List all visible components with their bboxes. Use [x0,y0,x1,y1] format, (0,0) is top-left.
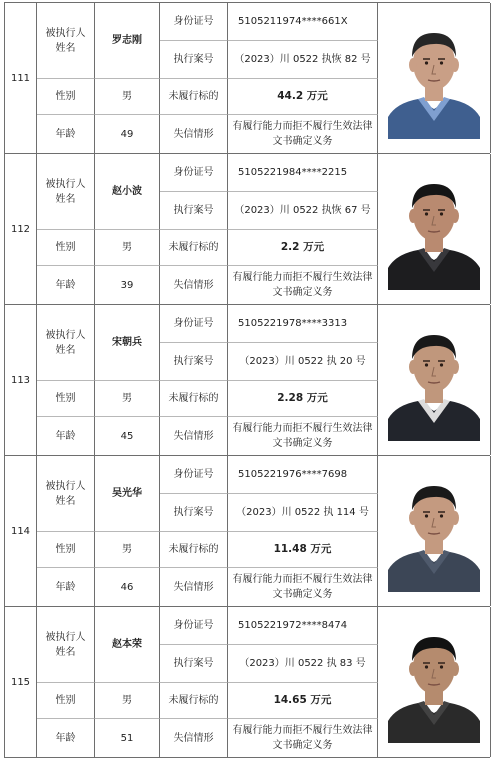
default-status-label: 失信情形 [160,266,228,304]
name-label: 被执行人姓名 [37,154,95,230]
debtor-record [4,606,490,758]
unpaid-amount-label: 未履行标的 [160,532,228,568]
debtor-name: 赵本荣 [95,607,160,683]
case-number-value: （2023）川 0522 执 114 号 [228,494,378,532]
id-number-label: 身份证号 [160,456,228,494]
name-label: 被执行人姓名 [37,456,95,532]
default-status-label: 失信情形 [160,417,228,455]
unpaid-amount-value: 11.48 万元 [228,532,378,568]
age-value: 51 [95,719,160,757]
id-number-value: 5105221972****8474 [228,607,378,645]
photo-cell [378,456,491,606]
id-number-label: 身份证号 [160,305,228,343]
unpaid-amount-value: 2.28 万元 [228,381,378,417]
portrait-photo [388,621,480,743]
case-number-label: 执行案号 [160,343,228,381]
gender-label: 性别 [37,532,95,568]
default-status-label: 失信情形 [160,719,228,757]
portrait-image [388,17,480,139]
name-label: 被执行人姓名 [37,305,95,381]
id-number-value: 5105221978****3313 [228,305,378,343]
name-label: 被执行人姓名 [37,3,95,79]
case-number-label: 执行案号 [160,41,228,79]
age-value: 49 [95,115,160,153]
debtor-name: 宋朝兵 [95,305,160,381]
age-value: 46 [95,568,160,606]
age-value: 45 [95,417,160,455]
case-number-value: （2023）川 0522 执恢 82 号 [228,41,378,79]
gender-label: 性别 [37,381,95,417]
unpaid-amount-label: 未履行标的 [160,683,228,719]
id-number-label: 身份证号 [160,3,228,41]
id-number-label: 身份证号 [160,607,228,645]
default-status-value: 有履行能力而拒不履行生效法律文书确定义务 [228,719,378,757]
case-number-value: （2023）川 0522 执 83 号 [228,645,378,683]
id-number-value: 5105221976****7698 [228,456,378,494]
unpaid-amount-value: 44.2 万元 [228,79,378,115]
age-value: 39 [95,266,160,304]
portrait-image [388,621,480,743]
photo-cell [378,305,491,455]
photo-cell [378,154,491,304]
default-status-value: 有履行能力而拒不履行生效法律文书确定义务 [228,417,378,455]
portrait-photo [388,168,480,290]
gender-label: 性别 [37,683,95,719]
gender-value: 男 [95,683,160,719]
portrait-photo [388,319,480,441]
photo-cell [378,607,491,757]
case-number-value: （2023）川 0522 执 20 号 [228,343,378,381]
record-number: 113 [5,305,37,455]
record-number: 111 [5,3,37,153]
default-status-value: 有履行能力而拒不履行生效法律文书确定义务 [228,266,378,304]
unpaid-amount-label: 未履行标的 [160,79,228,115]
name-label: 被执行人姓名 [37,607,95,683]
age-label: 年龄 [37,115,95,153]
age-label: 年龄 [37,266,95,304]
default-status-value: 有履行能力而拒不履行生效法律文书确定义务 [228,568,378,606]
default-status-value: 有履行能力而拒不履行生效法律文书确定义务 [228,115,378,153]
id-number-value: 5105221984****2215 [228,154,378,192]
debtor-name: 吴光华 [95,456,160,532]
gender-value: 男 [95,230,160,266]
default-status-label: 失信情形 [160,115,228,153]
case-number-value: （2023）川 0522 执恢 67 号 [228,192,378,230]
id-number-value: 5105211974****661X [228,3,378,41]
debtor-record [4,2,490,153]
debtor-name: 罗志刚 [95,3,160,79]
debtor-name: 赵小波 [95,154,160,230]
case-number-label: 执行案号 [160,494,228,532]
age-label: 年龄 [37,568,95,606]
unpaid-amount-label: 未履行标的 [160,381,228,417]
case-number-label: 执行案号 [160,192,228,230]
id-number-label: 身份证号 [160,154,228,192]
portrait-image [388,470,480,592]
record-number: 114 [5,456,37,606]
photo-cell [378,3,491,153]
unpaid-amount-value: 2.2 万元 [228,230,378,266]
debtor-record [4,455,490,606]
portrait-image [388,319,480,441]
gender-label: 性别 [37,79,95,115]
gender-value: 男 [95,532,160,568]
age-label: 年龄 [37,719,95,757]
unpaid-amount-label: 未履行标的 [160,230,228,266]
default-status-label: 失信情形 [160,568,228,606]
age-label: 年龄 [37,417,95,455]
portrait-image [388,168,480,290]
debtor-record-sheet [4,2,490,758]
case-number-label: 执行案号 [160,645,228,683]
gender-value: 男 [95,79,160,115]
record-number: 112 [5,154,37,304]
gender-label: 性别 [37,230,95,266]
record-number: 115 [5,607,37,757]
unpaid-amount-value: 14.65 万元 [228,683,378,719]
debtor-record [4,153,490,304]
portrait-photo [388,17,480,139]
debtor-record [4,304,490,455]
gender-value: 男 [95,381,160,417]
portrait-photo [388,470,480,592]
